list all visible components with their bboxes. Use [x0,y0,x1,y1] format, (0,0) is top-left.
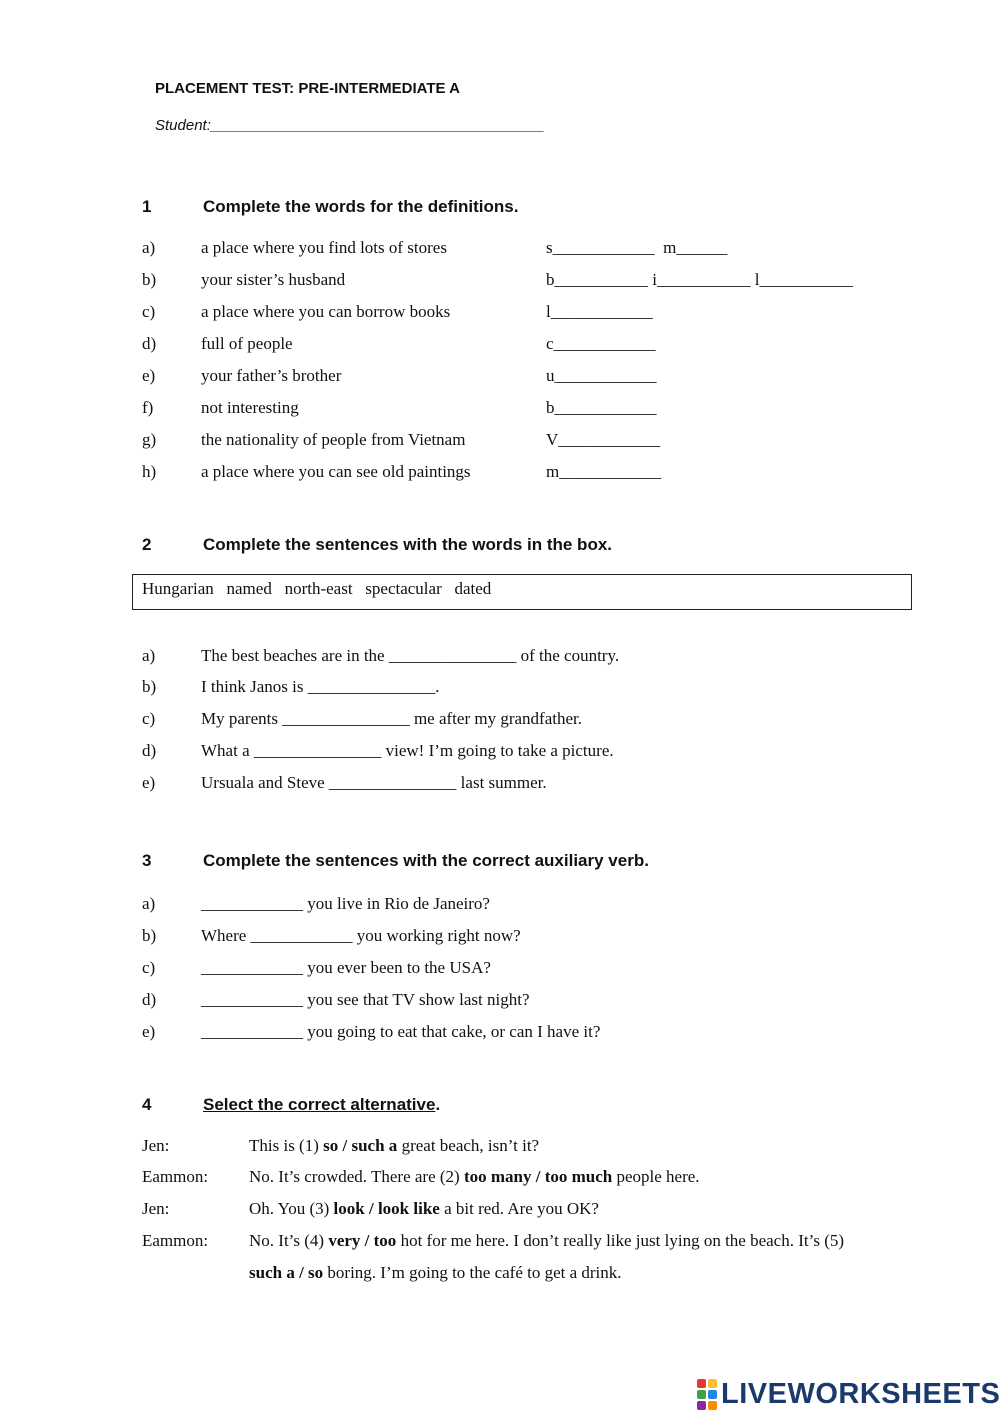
logo-square [708,1379,717,1388]
s1-item-letter: b) [142,270,157,289]
logo-square [708,1401,717,1410]
logo-mark-icon [697,1379,717,1410]
s1-item-text: a place where you can borrow books [201,302,451,321]
alternative-choice[interactable]: very / too [328,1231,397,1250]
s1-item-letter: a) [142,238,156,257]
alternative-choice[interactable]: so / such a [323,1136,398,1155]
s1-answer-blank[interactable]: u____________ [546,366,657,385]
dialogue-line [249,1167,700,1187]
dialogue-text: boring. I’m going to the café to get a drink. [323,1263,622,1282]
dialogue-text: Oh. You (3) [249,1199,334,1218]
s1-item-text: full of people [201,334,293,353]
s1-item-text: a place where you find lots of stores [201,238,447,257]
dialogue-line [249,1199,599,1219]
logo-square [697,1390,706,1399]
dialogue-text: people here. [612,1167,700,1186]
s1-item-letter: f) [142,398,154,417]
s1-answer-blank[interactable]: c____________ [546,334,656,353]
word-box [132,574,912,610]
s1-item-letter: g) [142,430,157,449]
s3-sentence[interactable]: ____________ you ever been to the USA? [201,958,491,977]
dialogue-speaker: Eammon: [142,1167,209,1186]
section-1-number: 1 [142,197,152,216]
word-box-words: Hungarian named north-east spectacular dated [142,579,492,598]
s1-answer-blank[interactable]: b___________ i___________ l___________ [546,270,853,289]
dialogue-line [249,1136,539,1156]
s2-sentence[interactable]: The best beaches are in the _______________ of the country. [201,646,620,665]
s1-answer-blank[interactable]: s____________ m______ [546,238,728,257]
s3-sentence[interactable]: ____________ you live in Rio de Janeiro? [201,894,490,913]
dialogue-text: This is (1) [249,1136,324,1155]
test-title: PLACEMENT TEST: PRE-INTERMEDIATE A [155,80,461,97]
s1-item-letter: c) [142,302,156,321]
s3-sentence[interactable]: ____________ you see that TV show last night? [201,990,530,1009]
s2-sentence[interactable]: Ursuala and Steve _______________ last summer. [201,773,547,792]
s2-sentence[interactable]: My parents _______________ me after my grandfather. [201,709,582,728]
alternative-choice[interactable]: too many / too much [463,1167,613,1186]
liveworksheets-logo[interactable] [697,1378,1000,1411]
s3-item-letter: a) [142,894,156,913]
s2-item-letter: d) [142,741,157,760]
s1-item-letter: h) [142,462,157,481]
s3-item-letter: c) [142,958,156,977]
s2-item-letter: a) [142,646,156,665]
dialogue-text: a bit red. Are you OK? [439,1199,599,1218]
s1-item-text: your sister’s husband [201,270,346,289]
section-4-heading [203,1095,440,1115]
s1-item-text: not interesting [201,398,299,417]
dialogue-text: great beach, isn’t it? [397,1136,540,1155]
s1-item-text: a place where you can see old paintings [201,462,471,481]
section-4-title: Select the correct alternative [203,1095,436,1114]
logo-square [708,1390,717,1399]
s3-item-letter: e) [142,1022,156,1041]
dialogue-line [249,1263,622,1283]
section-3-title: Complete the sentences with the correct auxiliary verb. [203,851,649,870]
s1-answer-blank[interactable]: V____________ [546,430,661,449]
dialogue-line [249,1231,844,1251]
logo-square [697,1379,706,1388]
alternative-choice[interactable]: look / look like [333,1199,440,1218]
dialogue-text: No. It’s (4) [249,1231,329,1250]
s1-item-text: your father’s brother [201,366,342,385]
s1-answer-blank[interactable]: m____________ [546,462,662,481]
student-name-line[interactable]: Student:________________________________________ [155,117,545,134]
s3-sentence[interactable]: Where ____________ you working right now? [201,926,521,945]
s2-sentence[interactable]: I think Janos is _______________. [201,677,440,696]
section-3-number: 3 [142,851,152,870]
s2-item-letter: c) [142,709,156,728]
s3-item-letter: d) [142,990,157,1009]
s1-item-letter: e) [142,366,156,385]
s1-answer-blank[interactable]: l____________ [546,302,653,321]
dialogue-text: hot for me here. I don’t really like just lying on the beach. It’s (5) [396,1231,845,1250]
alternative-choice[interactable]: such a / so [249,1263,324,1282]
dialogue-speaker: Eammon: [142,1231,209,1250]
s2-sentence[interactable]: What a _______________ view! I’m going to take a picture. [201,741,614,760]
s2-item-letter: e) [142,773,156,792]
dialogue-text: No. It’s crowded. There are (2) [249,1167,464,1186]
s1-item-letter: d) [142,334,157,353]
logo-text: LIVEWORKSHEETS [721,1378,1000,1410]
dialogue-speaker: Jen: [142,1199,170,1218]
logo-square [697,1401,706,1410]
section-2-title: Complete the sentences with the words in the box. [203,535,613,554]
section-1-title: Complete the words for the definitions. [203,197,519,216]
s3-item-letter: b) [142,926,157,945]
s1-answer-blank[interactable]: b____________ [546,398,657,417]
section-4-title-period: . [435,1095,441,1114]
dialogue-speaker: Jen: [142,1136,170,1155]
s3-sentence[interactable]: ____________ you going to eat that cake, or can I have it? [201,1022,601,1041]
s1-item-text: the nationality of people from Vietnam [201,430,466,449]
section-4-number: 4 [142,1095,152,1114]
section-2-number: 2 [142,535,152,554]
s2-item-letter: b) [142,677,157,696]
